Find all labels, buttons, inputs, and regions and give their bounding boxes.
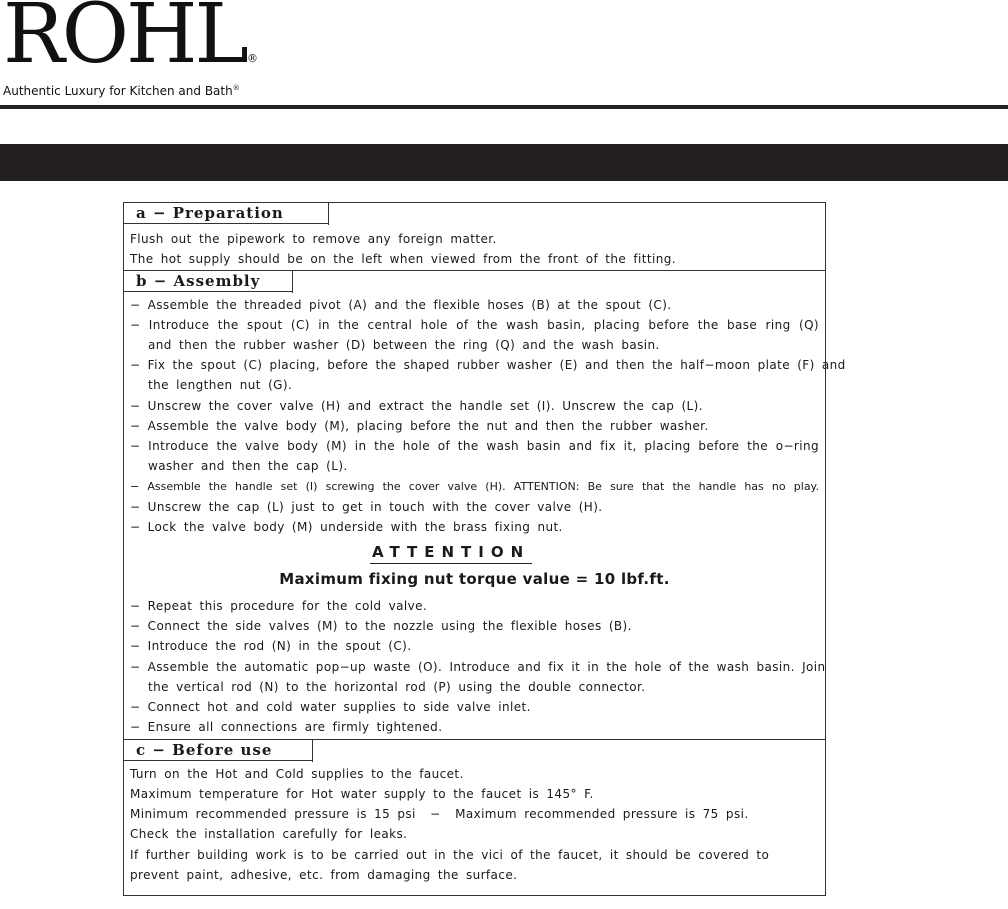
- logo-text: ROHL: [3, 0, 246, 82]
- instructions-box: [123, 202, 846, 896]
- assembly-line-12: − Lock the valve body (M) underside with the brass fixing nut.: [130, 520, 563, 534]
- attention-heading: ATTENTION: [370, 543, 532, 564]
- assembly-line-2: − Introduce the spout (C) in the central hole of the wash basin, placing before the base ring (Q): [130, 318, 819, 332]
- assembly-line-5: the lengthen nut (G).: [148, 378, 293, 392]
- use-line-3: Minimum recommended pressure is 15 psi − Maximum recommended pressure is 75 psi.: [130, 807, 749, 821]
- assembly-line-4: − Fix the spout (C) placing, before the shaped rubber washer (E) and then the half−moon plate (F) and: [130, 358, 846, 372]
- assembly-line-16: − Assemble the automatic pop−up waste (O). Introduce and fix it in the hole of the wash basin. Join: [130, 660, 826, 674]
- assembly-line-11: − Unscrew the cap (L) just to get in touch with the cover valve (H).: [130, 500, 603, 514]
- assembly-line-8: − Introduce the valve body (M) in the hole of the wash basin and fix it, placing before the o−ring: [130, 439, 819, 453]
- assembly-line-1: − Assemble the threaded pivot (A) and the flexible hoses (B) at the spout (C).: [130, 298, 672, 312]
- title-bar: [0, 144, 1008, 181]
- use-line-4: Check the installation carefully for leaks.: [130, 827, 408, 841]
- prep-line-2: The hot supply should be on the left when viewed from the front of the fitting.: [130, 252, 676, 266]
- section-c-title: c − Before use: [124, 740, 313, 762]
- rohl-logo: [3, 0, 258, 82]
- assembly-line-13: − Repeat this procedure for the cold valve.: [130, 599, 428, 613]
- section-b-title: b − Assembly: [124, 271, 293, 293]
- section-b-title-underline: [124, 291, 293, 292]
- brand-tagline: [3, 84, 240, 98]
- assembly-line-3: and then the rubber washer (D) between the ring (Q) and the wash basin.: [148, 338, 660, 352]
- assembly-line-14: − Connect the side valves (M) to the nozzle using the flexible hoses (B).: [130, 619, 632, 633]
- assembly-line-18: − Connect hot and cold water supplies to side valve inlet.: [130, 700, 531, 714]
- assembly-line-6: − Unscrew the cover valve (H) and extract the handle set (I). Unscrew the cap (L).: [130, 399, 703, 413]
- tagline-registered-mark: ®: [232, 84, 240, 92]
- prep-line-1: Flush out the pipework to remove any foreign matter.: [130, 232, 497, 246]
- torque-value: Maximum fixing nut torque value = 10 lbf.ft.: [279, 570, 670, 588]
- use-line-5: If further building work is to be carried out in the vici of the faucet, it should be covered to: [130, 848, 770, 862]
- assembly-line-15: − Introduce the rod (N) in the spout (C).: [130, 639, 412, 653]
- section-c-title-underline: [124, 760, 313, 761]
- header-rule: [0, 105, 1008, 109]
- use-line-6: prevent paint, adhesive, etc. from damaging the surface.: [130, 868, 518, 882]
- assembly-line-10: − Assemble the handle set (I) screwing the cover valve (H). ATTENTION: Be sure that the handle has no play.: [130, 480, 819, 493]
- section-a-title: a − Preparation: [124, 203, 329, 225]
- assembly-line-9: washer and then the cap (L).: [148, 459, 348, 473]
- section-a-title-underline: [124, 223, 329, 224]
- assembly-line-17: the vertical rod (N) to the horizontal rod (P) using the double connector.: [148, 680, 646, 694]
- use-line-2: Maximum temperature for Hot water supply to the faucet is 145° F.: [130, 787, 594, 801]
- tagline-text: Authentic Luxury for Kitchen and Bath: [3, 84, 233, 98]
- use-line-1: Turn on the Hot and Cold supplies to the faucet.: [130, 767, 464, 781]
- logo-registered-mark: ®: [246, 52, 258, 65]
- assembly-line-19: − Ensure all connections are firmly tightened.: [130, 720, 443, 734]
- assembly-line-7: − Assemble the valve body (M), placing before the nut and then the rubber washer.: [130, 419, 709, 433]
